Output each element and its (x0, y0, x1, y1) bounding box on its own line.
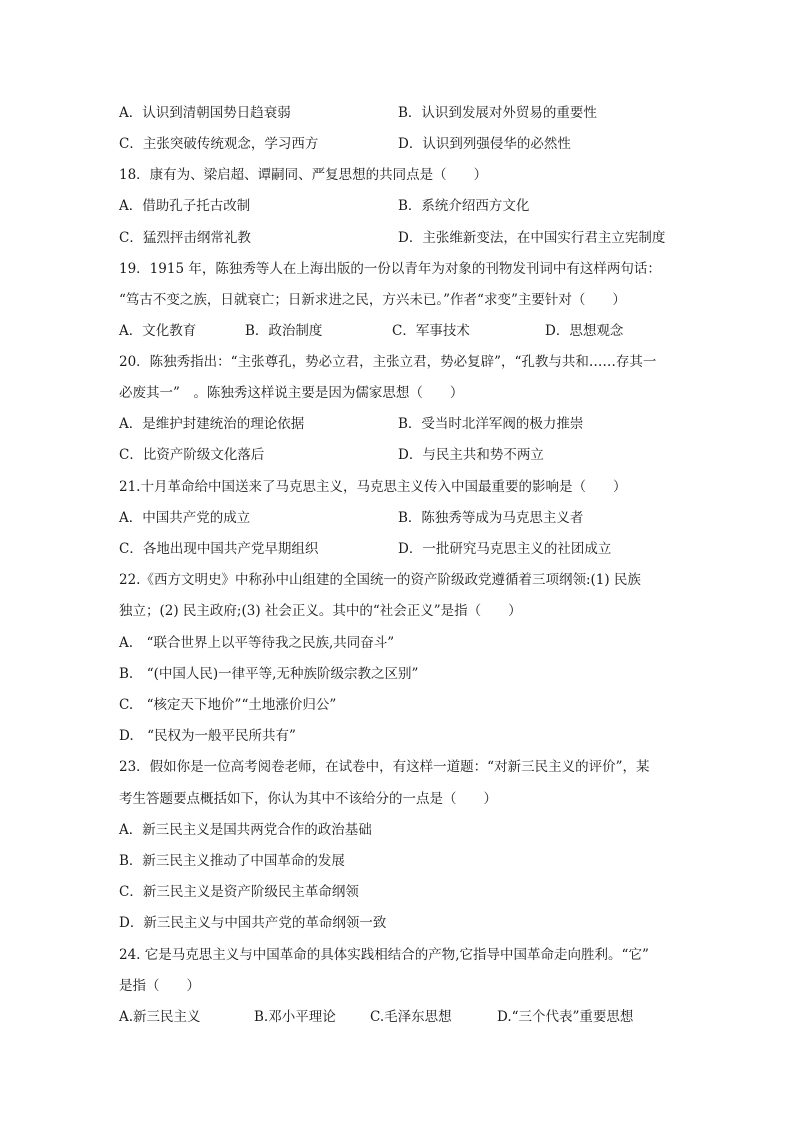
q22-stem-line2: 独立；(2) 民主政府;(3) 社会正义。其中的“社会正义”是指（ ） (119, 603, 522, 619)
q23-option-b: B．新三民主义推动了中国革命的发展 (119, 853, 345, 869)
q18-option-b: B．系统介绍西方文化 (398, 198, 530, 214)
q20-stem-line1: 20．陈独秀指出：“主张尊孔，势必立君，主张立君，势必复辟”，“孔教与共和……存其一 (119, 354, 657, 370)
q19-option-c: C．军事技术 (392, 323, 470, 339)
q17-option-c: C．主张突破传统观念，学习西方 (119, 136, 319, 152)
q20-option-d: D．与民主共和势不两立 (398, 447, 544, 463)
q23-option-d: D．新三民主义与中国共产党的革命纲领一致 (119, 915, 387, 931)
q22-option-c: C. “核定天下地价”“土地涨价归公” (119, 697, 337, 713)
q21-option-d: D．一批研究马克思主义的社团成立 (398, 541, 612, 557)
q17-option-b: B．认识到发展对外贸易的重要性 (398, 105, 597, 121)
q19-option-d: D．思想观念 (545, 323, 624, 339)
q17-option-d: D．认识到列强侵华的必然性 (398, 136, 571, 152)
q20-stem-line2: 必废其一” 。陈独秀这样说主要是因为儒家思想（ ） (119, 385, 464, 401)
q18-option-d: D．主张维新变法，在中国实行君主立宪制度 (398, 230, 666, 246)
q21-option-a: A．中国共产党的成立 (119, 510, 251, 526)
q23-option-c: C．新三民主义是资产阶级民主革命纲领 (119, 884, 359, 900)
q22-option-b: B. “(中国人民)一律平等,无种族阶级宗教之区别” (119, 666, 419, 682)
q19-stem-line2: “笃古不变之族，日就衰亡；日新求进之民，方兴未已。”作者“求变”主要针对（ ） (119, 292, 626, 308)
q24-option-a: A.新三民主义 (119, 1009, 201, 1025)
q20-option-b: B．受当时北洋军阀的极力推崇 (398, 416, 584, 432)
q19-stem-line1: 19．1915 年，陈独秀等人在上海出版的一份以青年为对象的刊物发刊词中有这样两句话： (119, 261, 661, 277)
q22-stem-line1: 22.《西方文明史》中称孙中山组建的全国统一的资产阶级政党遵循着三项纲领:(1) 民族 (119, 572, 641, 588)
q23-stem-line1: 23．假如你是一位高考阅卷老师，在试卷中，有这样一道题：“对新三民主义的评价”，某 (119, 759, 650, 775)
q24-stem-line2: 是指（ ） (119, 978, 200, 994)
q21-stem: 21.十月革命给中国送来了马克思主义，马克思主义传入中国最重要的影响是（ ） (119, 479, 627, 495)
q21-option-b: B．陈独秀等成为马克思主义者 (398, 510, 584, 526)
q17-option-a: A．认识到清朝国势日趋衰弱 (119, 105, 291, 121)
q24-option-d: D.“三个代表”重要思想 (497, 1009, 634, 1025)
q18-stem: 18．康有为、梁启超、谭嗣同、严复思想的共同点是（ ） (119, 167, 488, 183)
q18-option-a: A．借助孔子托古改制 (119, 198, 251, 214)
q23-stem-line2: 考生答题要点概括如下，你认为其中不该给分的一点是（ ） (119, 791, 497, 807)
q18-option-c: C．猛烈抨击纲常礼教 (119, 230, 251, 246)
q22-option-d: D. “民权为一般平民所共有” (119, 728, 296, 744)
q23-option-a: A．新三民主义是国共两党合作的政治基础 (119, 822, 372, 838)
q20-option-a: A．是维护封建统治的理论依据 (119, 416, 305, 432)
q24-option-b: B.邓小平理论 (254, 1009, 336, 1025)
q24-stem-line1: 24. 它是马克思主义与中国革命的具体实践相结合的产物,它指导中国革命走向胜利。“它” (119, 947, 649, 963)
q19-option-b: B．政治制度 (245, 323, 323, 339)
q19-option-a: A．文化教育 (119, 323, 197, 339)
q21-option-c: C．各地出现中国共产党早期组织 (119, 541, 319, 557)
q22-option-a: A. “联合世界上以平等待我之民族,共同奋斗” (119, 635, 395, 651)
q20-option-c: C．比资产阶级文化落后 (119, 447, 265, 463)
q24-option-c: C.毛泽东思想 (370, 1009, 452, 1025)
